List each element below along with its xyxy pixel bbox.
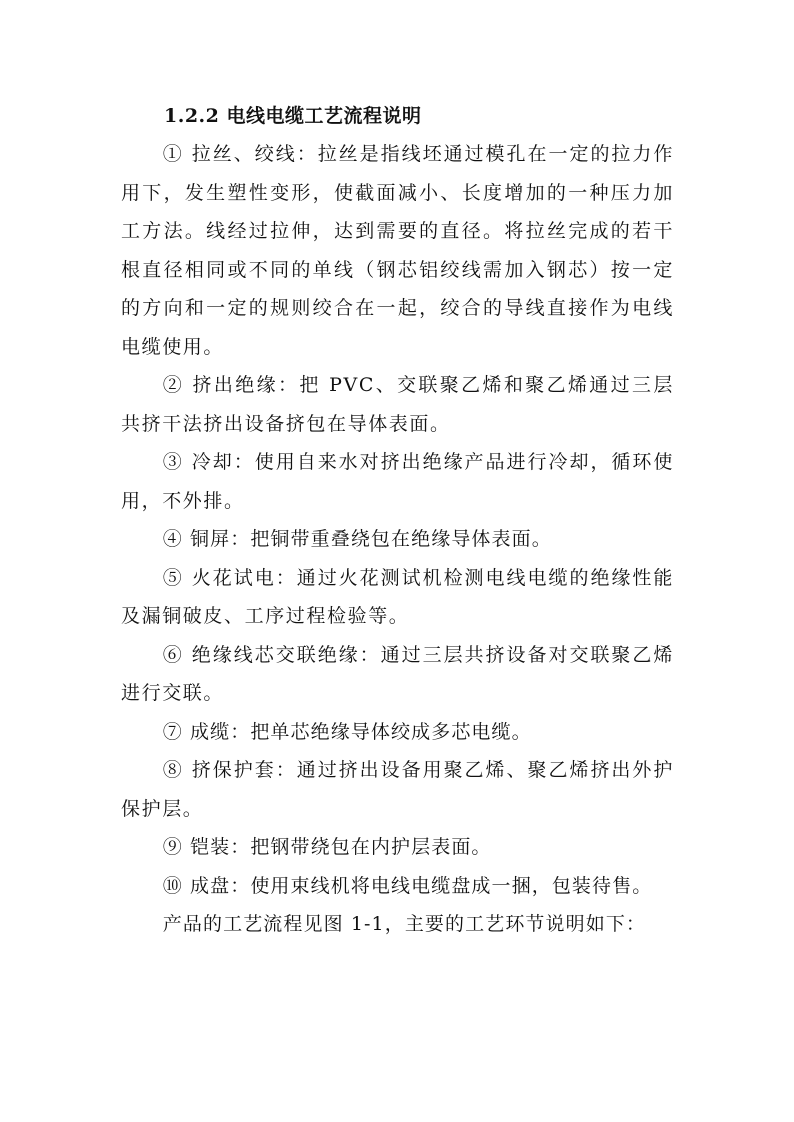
paragraph-copper-shield: ④ 铜屏：把铜带重叠绕包在绝缘导体表面。: [162, 528, 552, 550]
document-body: [121, 98, 674, 944]
paragraph-drawing-stranding: ① 拉丝、绞线：拉丝是指线坯通过模孔在一定的拉力作用下，发生塑性变形，使截面减小、长度增加的一种压力加工方法。线经过拉伸，达到需要的直径。将拉丝完成的若干根直径相同或不同的单线（钢芯铝绞线需加入钢芯）按一定的方向和一定的规则绞合在一起，绞合的导线直接作为电线电缆使用。: [121, 143, 674, 358]
paragraph-armoring: ⑨ 铠装：把钢带绕包在内护层表面。: [162, 836, 492, 858]
paragraph-coiling: ⑩ 成盘：使用束线机将电线电缆盘成一捆，包装待售。: [162, 874, 653, 897]
paragraph-sheath-extrusion: ⑧ 挤保护套：通过挤出设备用聚乙烯、聚乙烯挤出外护保护层。: [121, 759, 674, 820]
paragraph-cooling: ③ 冷却：使用自来水对挤出绝缘产品进行冷却，循环使用，不外排。: [121, 451, 674, 512]
paragraph-cabling: ⑦ 成缆：把单芯绝缘导体绞成多芯电缆。: [162, 720, 532, 743]
section-heading: 1.2.2 电线电缆工艺流程说明: [164, 105, 422, 127]
paragraph-process-intro: 产品的工艺流程见图 1-1，主要的工艺环节说明如下：: [162, 913, 647, 935]
paragraph-extrusion-insulation: ② 挤出绝缘：把 PVC、交联聚乙烯和聚乙烯通过三层共挤干法挤出设备挤包在导体表面。: [121, 374, 674, 435]
paragraph-spark-test: ⑤ 火花试电：通过火花测试机检测电线电缆的绝缘性能及漏铜破皮、工序过程检验等。: [121, 566, 674, 627]
paragraph-crosslinking: ⑥ 绝缘线芯交联绝缘：通过三层共挤设备对交联聚乙烯进行交联。: [121, 643, 674, 704]
